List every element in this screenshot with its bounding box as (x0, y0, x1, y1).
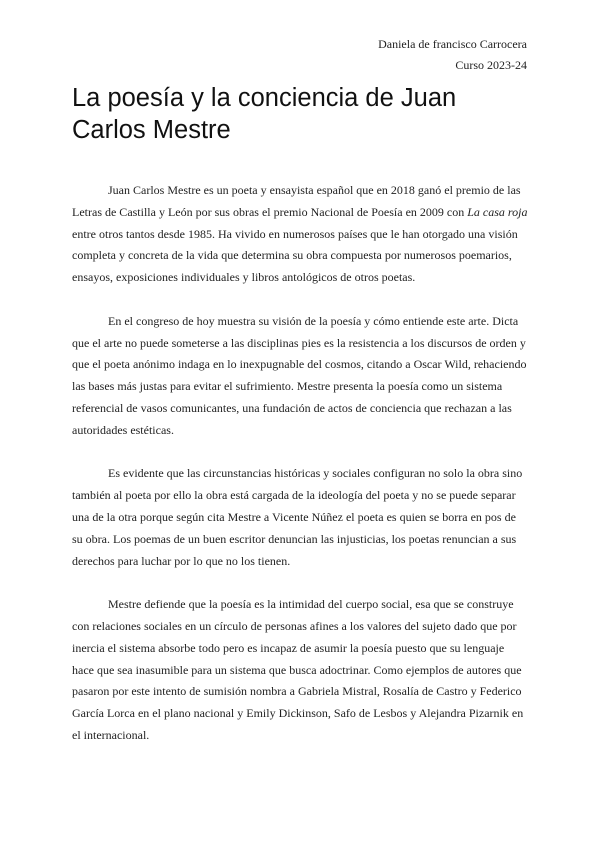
paragraph-1-text-end: entre otros tantos desde 1985. Ha vivido en numerosos países que le han otorgado una visión completa y concreta de la vida que determina su obra compuesta por numerosos poemarios, ensayos, exposiciones individuales y libros antológicos de otros poetas. (72, 226, 518, 285)
paragraph-3: Es evidente que las circunstancias históricas y sociales configuran no solo la obra sino también al poeta por ello la obra está cargada de la ideología del poeta y no se puede separar una de la otra porque según cita Mestre a Vicente Núñez el poeta es quien se borra en pos de su obra. Los poemas de un buen escritor denuncian las injusticias, los poetas renuncian a sus derechos para luchar por lo que no los tienen. (72, 466, 523, 568)
author-name: Daniela de francisco Carrocera (378, 37, 527, 51)
paragraph-4: Mestre defiende que la poesía es la intimidad del cuerpo social, esa que se construye con relaciones sociales en un círculo de personas afines a los valores del sujeto dado que por inercia el sistema absorbe todo pero es incapaz de asumir la poesía puesto que su lenguaje hace que sea inasumible para un sistema que busca adoctrinar. Como ejemplos de autores que pasaron por este intento de sumisión nombra a Gabriela Mistral, Rosalía de Castro y Federico García Lorca en el plano nacional y Emily Dickinson, Safo de Lesbos y Alejandra Pizarnik en el internacional. (72, 597, 524, 742)
document-title: La poesía y la conciencia de Juan Carlos Mestre (72, 84, 457, 144)
paragraph-2: En el congreso de hoy muestra su visión de la poesía y cómo entiende este arte. Dicta que el arte no puede someterse a las disciplinas pies es la resistencia a los discursos de orden y que el poeta anónimo indaga en lo inexpugnable del cosmos, citando a Oscar Wild, rehaciendo las bases más justas para evitar el sufrimiento. Mestre presenta la poesía como un sistema referencial de vasos comunicantes, una fundación de actos de conciencia que rechazan a las autoridades estéticas. (72, 313, 527, 437)
document-body (72, 180, 528, 747)
course-year: Curso 2023-24 (455, 58, 527, 72)
paragraph-1 (72, 180, 528, 289)
book-title-italic: La casa roja (467, 204, 528, 219)
paragraph-1-text-start: Juan Carlos Mestre es un poeta y ensayista español que en 2018 ganó el premio de las Letras de Castilla y León por sus obras el premio Nacional de Poesía en 2009 con (72, 183, 521, 219)
document-header (378, 34, 527, 76)
